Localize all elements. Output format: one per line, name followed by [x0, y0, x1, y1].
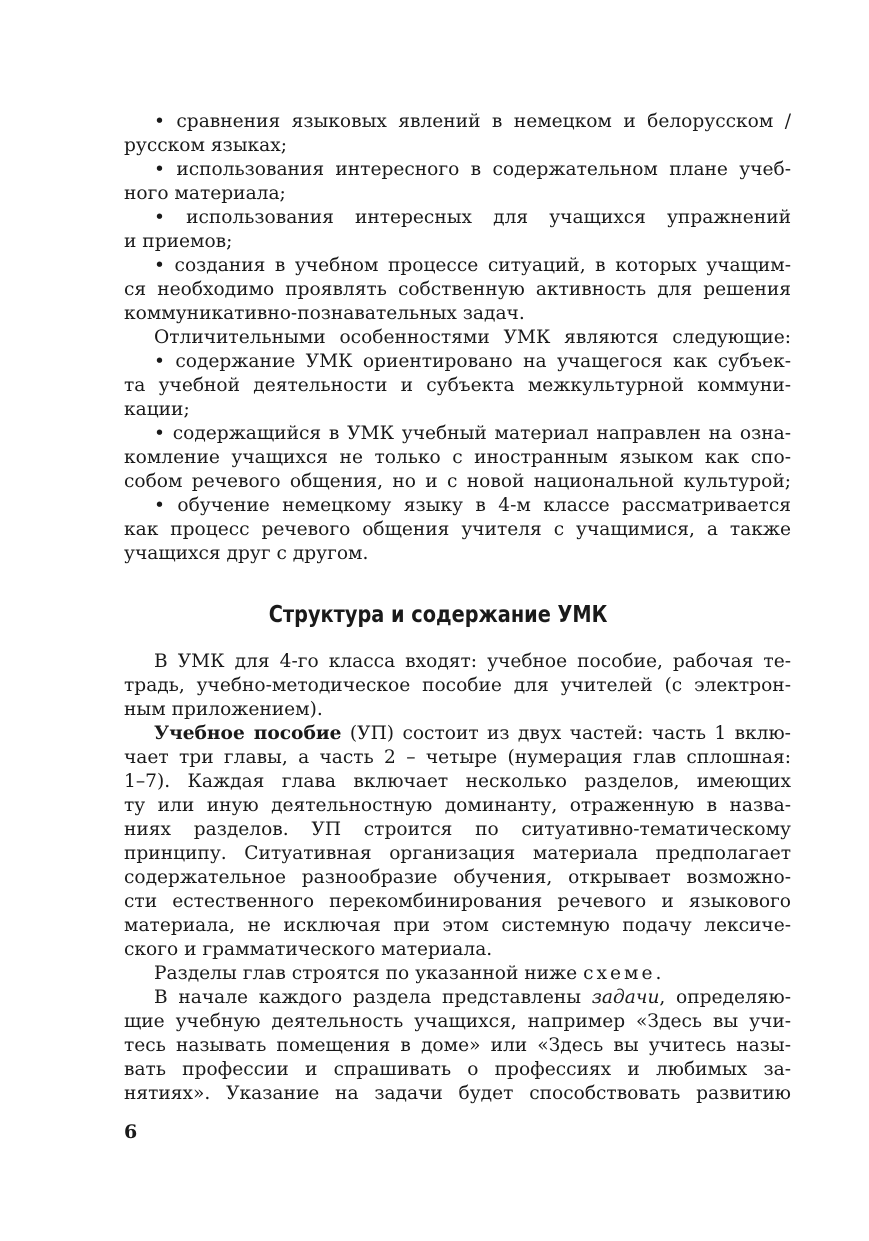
abbreviation: (УП): [349, 723, 395, 744]
text-line: тесь называть помещения в доме» или «Здесь вы учитесь назы-: [124, 1035, 791, 1056]
text-line: ным приложением).: [124, 699, 323, 720]
text-line: Отличительными особенностями УМК являются следующие:: [154, 327, 791, 348]
text-line: ся необходимо проявлять собственную активность для решения: [124, 279, 791, 300]
text-run: , определяю-: [659, 987, 792, 1008]
text-line: • содержание УМК ориентировано на учащегося как субъек-: [154, 351, 791, 372]
text-run: состоит из двух частей: часть 1 вклю-: [402, 723, 791, 744]
text-run: .: [655, 963, 662, 984]
text-line: В УМК для 4-го класса входят: учебное пособие, рабочая те-: [154, 651, 791, 672]
text-line: собом речевого общения, но и с новой национальной культурой;: [124, 471, 791, 492]
section-heading: Структура и содержание УМК: [268, 602, 608, 628]
text-line: • создания в учебном процессе ситуаций, в которых учащим-: [154, 255, 791, 276]
text-line: коммуникативно-познавательных задач.: [124, 303, 525, 324]
text-line: материала, не исключая при этом системную подачу лексиче-: [124, 915, 791, 936]
text-line: чает три главы, а часть 2 – четыре (нумерация глав сплошная:: [124, 747, 791, 768]
text-line: • содержащийся в УМК учебный материал направлен на озна-: [154, 423, 791, 444]
text-line: 1–7). Каждая глава включает несколько разделов, имеющих: [124, 771, 791, 792]
text-line: ного материала;: [124, 183, 286, 204]
text-line: • сравнения языковых явлений в немецком и белорусском /: [154, 111, 791, 132]
text-line: • использования интересных для учащихся упражнений: [154, 207, 791, 228]
text-line: содержательное разнообразие обучения, открывает возможно-: [124, 867, 791, 888]
page-number: 6: [124, 1121, 138, 1143]
text-line: ского и грамматического материала.: [124, 939, 493, 960]
text-run: Разделы глав строятся по указанной ниже: [154, 963, 578, 984]
bold-term: Учебное пособие: [154, 723, 342, 744]
text-line: ниях разделов. УП строится по ситуативно-тематическому: [124, 819, 791, 840]
text-line: • обучение немецкому языку в 4-м классе рассматривается: [154, 495, 791, 516]
text-line: щие учебную деятельность учащихся, например «Здесь вы учи-: [124, 1011, 791, 1032]
text-line: как процесс речевого общения учителя с учащимися, а также: [124, 519, 791, 540]
text-line: комление учащихся не только с иностранным языком как спо-: [124, 447, 791, 468]
text-line: учащихся друг с другом.: [124, 543, 369, 564]
text-line: нятиях». Указание на задачи будет способствовать развитию: [124, 1083, 791, 1104]
text-line: ту или иную деятельностную доминанту, отраженную в назва-: [124, 795, 791, 816]
text-line: принципу. Ситуативная организация материала предполагает: [124, 843, 791, 864]
text-run: В начале каждого раздела представлены: [154, 987, 582, 1008]
spaced-term: схеме: [583, 963, 656, 984]
text-line: традь, учебно-методическое пособие для учителей (с электрон-: [124, 675, 791, 696]
text-line: и приемов;: [124, 231, 233, 252]
text-line: сти естественного перекомбинирования речевого и языкового: [124, 891, 791, 912]
text-line: русском языках;: [124, 135, 287, 156]
text-line: вать профессии и спрашивать о профессиях и любимых за-: [124, 1059, 791, 1080]
text-line: та учебной деятельности и субъекта межкультурной коммуни-: [124, 375, 791, 396]
text-line: [154, 722, 791, 746]
italic-term: задачи: [591, 987, 660, 1008]
text-line: • использования интересного в содержательном плане учеб-: [154, 159, 791, 180]
text-line: [154, 962, 791, 986]
text-line: [154, 986, 791, 1010]
text-line: кации;: [124, 399, 190, 420]
